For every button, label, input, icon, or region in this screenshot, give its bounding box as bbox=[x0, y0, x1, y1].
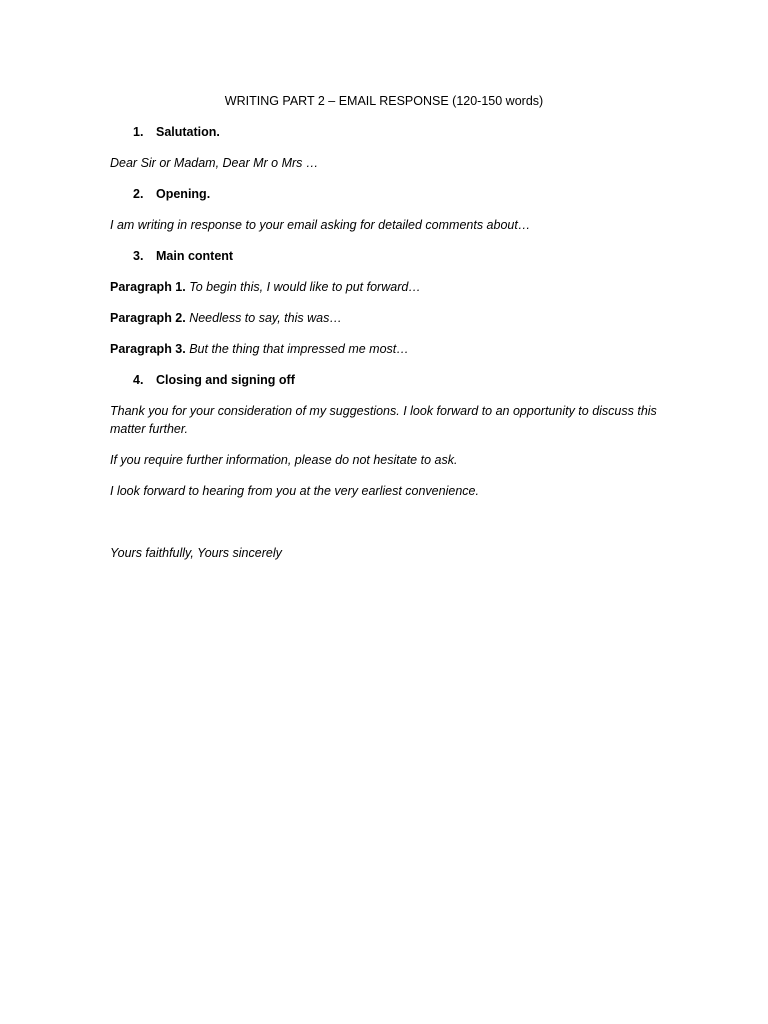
section-heading-main-content bbox=[133, 247, 233, 265]
section-number: 3. bbox=[133, 249, 144, 263]
salutation-example: Dear Sir or Madam, Dear Mr o Mrs … bbox=[110, 156, 319, 170]
section-heading-closing bbox=[133, 371, 295, 389]
section-heading-opening bbox=[133, 185, 210, 203]
document-title: WRITING PART 2 – EMAIL RESPONSE (120-150 words) bbox=[224, 94, 544, 108]
paragraph-label: Paragraph 1. bbox=[110, 280, 186, 294]
paragraph-example-2 bbox=[110, 309, 342, 327]
sign-off-example: Yours faithfully, Yours sincerely bbox=[110, 546, 282, 560]
closing-example-2: If you require further information, please do not hesitate to ask. bbox=[110, 453, 458, 467]
closing-example-1: Thank you for your consideration of my suggestions. I look forward to an opportunity to discuss this matter further. bbox=[110, 404, 657, 436]
section-number: 4. bbox=[133, 373, 144, 387]
section-number: 2. bbox=[133, 187, 144, 201]
section-heading-label: Main content bbox=[156, 249, 234, 263]
paragraph-example-3 bbox=[110, 340, 409, 358]
paragraph-label: Paragraph 3. bbox=[110, 342, 186, 356]
section-heading-salutation bbox=[133, 123, 220, 141]
section-number: 1. bbox=[133, 125, 144, 139]
section-heading-label: Opening. bbox=[156, 187, 211, 201]
paragraph-label: Paragraph 2. bbox=[110, 311, 186, 325]
section-heading-label: Closing and signing off bbox=[156, 373, 295, 387]
paragraph-example-1 bbox=[110, 278, 421, 296]
paragraph-text: To begin this, I would like to put forward… bbox=[185, 280, 421, 294]
opening-example: I am writing in response to your email asking for detailed comments about… bbox=[110, 218, 531, 232]
closing-example-3: I look forward to hearing from you at the very earliest convenience. bbox=[110, 484, 479, 498]
paragraph-text: Needless to say, this was… bbox=[185, 311, 342, 325]
section-heading-label: Salutation. bbox=[156, 125, 220, 139]
paragraph-text: But the thing that impressed me most… bbox=[185, 342, 409, 356]
